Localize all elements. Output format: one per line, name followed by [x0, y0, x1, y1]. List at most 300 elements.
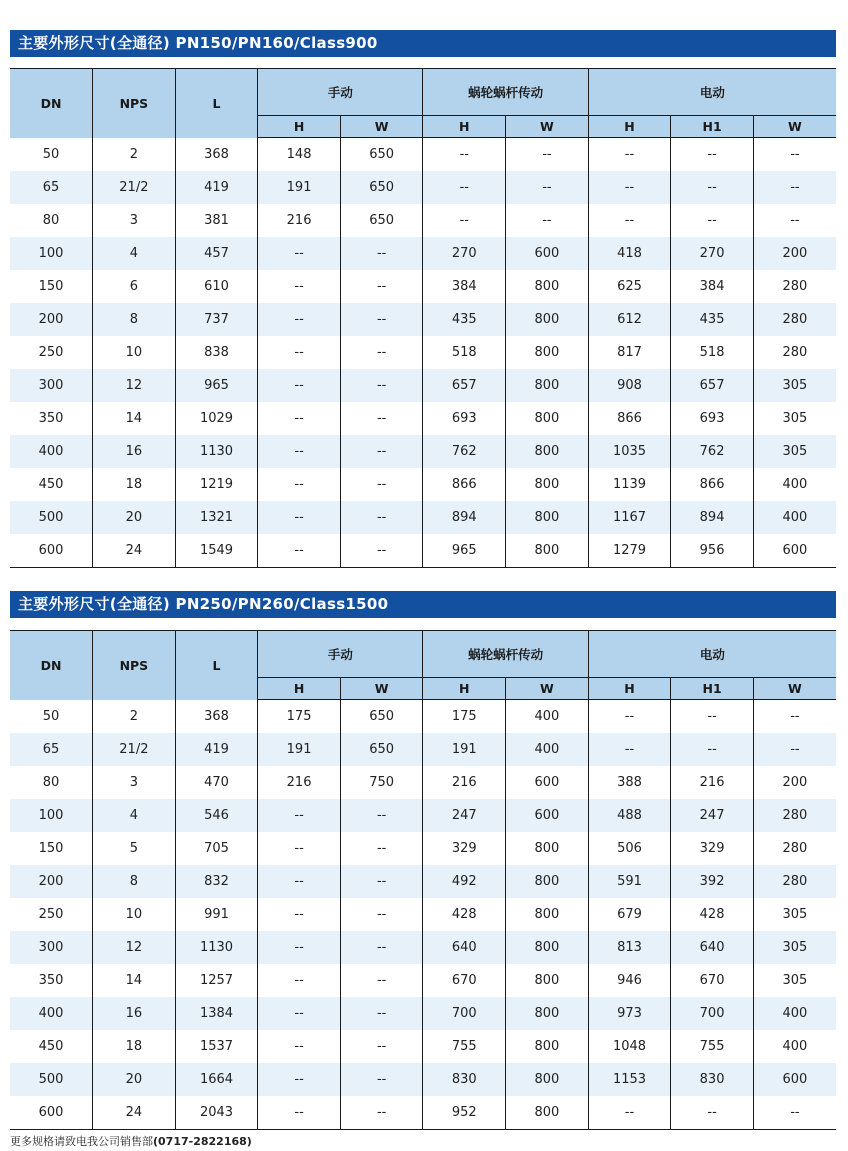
table-row [10, 931, 836, 964]
cell-manual-h: -- [258, 997, 341, 1030]
table-row [10, 369, 836, 402]
cell-worm-w: 400 [506, 733, 589, 766]
table-row [10, 435, 836, 468]
cell-nps: 6 [93, 270, 176, 303]
table-row [10, 171, 836, 204]
cell-electric-h1: 894 [671, 501, 754, 534]
header-group-worm-gear: 蜗轮蜗杆传动 [423, 631, 588, 678]
cell-l: 470 [175, 766, 258, 799]
subheader-manual-w: W [340, 116, 423, 138]
cell-manual-w: 650 [340, 171, 423, 204]
cell-dn: 450 [38, 1039, 64, 1054]
table-row [10, 270, 836, 303]
cell-nps: 24 [93, 534, 176, 568]
cell-l: 965 [175, 369, 258, 402]
cell-worm-w: 800 [506, 832, 589, 865]
cell-worm-w: 800 [506, 931, 589, 964]
table-row [10, 402, 836, 435]
cell-manual-w: 650 [340, 733, 423, 766]
cell-nps: 2 [93, 138, 176, 172]
cell-electric-w: 305 [753, 369, 836, 402]
section-2-title: 主要外形尺寸(全通径) PN250/PN260/Class1500 [10, 591, 836, 618]
cell-electric-h1: 384 [671, 270, 754, 303]
table-row [10, 700, 836, 734]
cell-manual-h: 191 [258, 733, 341, 766]
cell-worm-h: 894 [423, 501, 506, 534]
cell-electric-h1: 755 [671, 1030, 754, 1063]
cell-manual-h: -- [258, 832, 341, 865]
cell-worm-w: 800 [506, 402, 589, 435]
cell-nps: 21/2 [93, 733, 176, 766]
cell-electric-h: 1279 [588, 534, 671, 568]
header-group-electric: 电动 [588, 69, 836, 116]
cell-electric-w: 305 [753, 402, 836, 435]
subheader-worm-h: H [423, 678, 506, 700]
cell-worm-w: 800 [506, 964, 589, 997]
cell-electric-h1: 329 [671, 832, 754, 865]
cell-manual-w: -- [340, 534, 423, 568]
cell-worm-h: 755 [423, 1030, 506, 1063]
cell-manual-w: -- [340, 1063, 423, 1096]
cell-dn: 400 [10, 997, 93, 1030]
cell-electric-h: 1035 [588, 435, 671, 468]
cell-worm-h: 866 [423, 468, 506, 501]
cell-dn: 200 [10, 865, 93, 898]
cell-worm-h: -- [423, 171, 506, 204]
cell-nps: 2 [93, 700, 176, 734]
cell-manual-w: -- [340, 1030, 423, 1063]
cell-nps: 8 [93, 303, 176, 336]
cell-electric-h: 1139 [588, 468, 671, 501]
table-row [10, 336, 836, 369]
cell-l: 1029 [175, 402, 258, 435]
header-dn: DN [10, 631, 93, 700]
cell-worm-h: -- [423, 204, 506, 237]
cell-dn: 200 [10, 303, 93, 336]
cell-worm-w: 600 [506, 237, 589, 270]
cell-manual-w: -- [340, 1096, 423, 1130]
cell-nps: 24 [93, 1096, 176, 1130]
cell-manual-h: 216 [258, 766, 341, 799]
footer-phone: (0717-2822168) [153, 1135, 252, 1148]
cell-manual-h: -- [258, 237, 341, 270]
cell-manual-w: -- [340, 799, 423, 832]
cell-worm-h: 762 [423, 435, 506, 468]
cell-worm-w: -- [506, 171, 589, 204]
cell-electric-h1: 428 [671, 898, 754, 931]
cell-worm-h: 247 [423, 799, 506, 832]
cell-l: 419 [175, 733, 258, 766]
cell-l: 457 [175, 237, 258, 270]
cell-l: 705 [175, 832, 258, 865]
header-l: L [175, 69, 258, 138]
subheader-worm-h: H [423, 116, 506, 138]
cell-electric-w: 200 [753, 237, 836, 270]
cell-worm-w: 800 [506, 369, 589, 402]
cell-worm-h: 952 [423, 1096, 506, 1130]
cell-nps: 14 [93, 402, 176, 435]
cell-nps: 21/2 [93, 171, 176, 204]
subheader-manual-h: H [258, 678, 341, 700]
cell-electric-h: 388 [588, 766, 671, 799]
cell-electric-h1: -- [671, 700, 754, 734]
cell-nps: 16 [93, 435, 176, 468]
cell-electric-w: 600 [753, 534, 836, 568]
table-row [10, 501, 836, 534]
cell-worm-h: 492 [423, 865, 506, 898]
cell-electric-h1: 670 [671, 964, 754, 997]
cell-worm-w: 800 [506, 303, 589, 336]
cell-electric-h: 908 [588, 369, 671, 402]
subheader-manual-w: W [340, 678, 423, 700]
cell-worm-w: 800 [506, 534, 589, 568]
cell-manual-h: 175 [258, 700, 341, 734]
cell-dn: 500 [10, 1063, 93, 1096]
footer-text: 更多规格请致电我公司销售部 [10, 1135, 153, 1148]
cell-nps: 10 [93, 898, 176, 931]
cell-dn: 350 [38, 411, 64, 426]
cell-dn: 400 [10, 435, 93, 468]
subheader-electric-h: H [588, 678, 671, 700]
cell-manual-w: -- [340, 931, 423, 964]
cell-worm-w: 800 [506, 898, 589, 931]
cell-dn: 65 [10, 171, 93, 204]
header-l: L [175, 631, 258, 700]
cell-electric-h1: 518 [671, 336, 754, 369]
cell-electric-w: 280 [753, 303, 836, 336]
cell-manual-w: -- [340, 237, 423, 270]
cell-worm-h: 640 [423, 931, 506, 964]
cell-worm-w: 800 [506, 1063, 589, 1096]
cell-manual-h: -- [258, 1030, 341, 1063]
cell-electric-w: 305 [753, 435, 836, 468]
cell-electric-h1: 956 [671, 534, 754, 568]
cell-electric-h: 1167 [588, 501, 671, 534]
cell-electric-h1: 435 [671, 303, 754, 336]
cell-manual-w: -- [340, 898, 423, 931]
cell-electric-h1: 693 [671, 402, 754, 435]
cell-manual-h: -- [258, 435, 341, 468]
cell-electric-h: 1048 [588, 1030, 671, 1063]
cell-nps: 20 [93, 1063, 176, 1096]
cell-electric-w: 200 [753, 766, 836, 799]
cell-l: 1664 [175, 1063, 258, 1096]
cell-manual-h: -- [258, 931, 341, 964]
cell-nps: 4 [93, 237, 176, 270]
cell-l: 1130 [175, 931, 258, 964]
cell-worm-w: -- [506, 204, 589, 237]
cell-manual-h: -- [258, 865, 341, 898]
table-row [10, 303, 836, 336]
cell-worm-h: 216 [423, 766, 506, 799]
cell-worm-h: 175 [423, 700, 506, 734]
cell-manual-h: 216 [258, 204, 341, 237]
cell-manual-h: -- [258, 1063, 341, 1096]
table-row [10, 799, 836, 832]
cell-manual-w: 650 [340, 138, 423, 172]
cell-l: 1384 [175, 997, 258, 1030]
cell-manual-h: -- [258, 402, 341, 435]
cell-dn: 150 [38, 841, 64, 856]
cell-manual-w: -- [340, 402, 423, 435]
subheader-worm-w: W [506, 116, 589, 138]
cell-manual-h: -- [258, 369, 341, 402]
cell-worm-h: 270 [423, 237, 506, 270]
cell-worm-h: 384 [423, 270, 506, 303]
cell-electric-h: 625 [588, 270, 671, 303]
subheader-manual-h: H [258, 116, 341, 138]
cell-nps: 18 [93, 1030, 176, 1063]
cell-dn: 300 [10, 931, 93, 964]
cell-electric-h: 973 [588, 997, 671, 1030]
cell-electric-h1: 866 [671, 468, 754, 501]
table-row [10, 534, 836, 568]
cell-manual-w: 650 [340, 204, 423, 237]
spec-table-class1500 [10, 630, 836, 1130]
cell-manual-h: -- [258, 336, 341, 369]
cell-manual-h: -- [258, 964, 341, 997]
header-group-electric: 电动 [588, 631, 836, 678]
subheader-electric-w: W [753, 678, 836, 700]
cell-l: 368 [175, 138, 258, 172]
cell-electric-w: -- [753, 733, 836, 766]
cell-l: 737 [175, 303, 258, 336]
cell-electric-h1: 700 [671, 997, 754, 1030]
cell-nps: 12 [93, 369, 176, 402]
cell-worm-w: 600 [506, 799, 589, 832]
cell-electric-h: 1153 [588, 1063, 671, 1096]
cell-l: 419 [175, 171, 258, 204]
cell-manual-h: -- [258, 303, 341, 336]
header-dn: DN [10, 69, 93, 138]
cell-electric-w: 280 [753, 270, 836, 303]
cell-l: 1257 [175, 964, 258, 997]
cell-manual-w: -- [340, 468, 423, 501]
cell-l: 991 [175, 898, 258, 931]
cell-l: 1219 [175, 468, 258, 501]
cell-manual-h: -- [258, 501, 341, 534]
table-row [10, 997, 836, 1030]
cell-electric-h: 866 [588, 402, 671, 435]
cell-nps: 16 [93, 997, 176, 1030]
cell-manual-w: -- [340, 435, 423, 468]
table-row [10, 865, 836, 898]
cell-electric-w: 280 [753, 799, 836, 832]
cell-electric-h1: -- [671, 204, 754, 237]
cell-manual-w: 650 [340, 700, 423, 734]
cell-l: 1537 [175, 1030, 258, 1063]
cell-nps: 8 [93, 865, 176, 898]
cell-electric-h1: 762 [671, 435, 754, 468]
subheader-worm-w: W [506, 678, 589, 700]
cell-manual-w: -- [340, 832, 423, 865]
cell-nps: 10 [93, 336, 176, 369]
cell-electric-h1: 270 [671, 237, 754, 270]
subheader-electric-h: H [588, 116, 671, 138]
table-row [10, 964, 836, 997]
cell-electric-h: -- [588, 204, 671, 237]
cell-manual-w: -- [340, 270, 423, 303]
cell-worm-w: 800 [506, 501, 589, 534]
cell-l: 832 [175, 865, 258, 898]
cell-dn: 450 [38, 477, 64, 492]
cell-electric-h1: -- [671, 1096, 754, 1130]
cell-electric-w: -- [753, 204, 836, 237]
cell-l: 368 [175, 700, 258, 734]
cell-electric-w: 305 [753, 931, 836, 964]
table-row [10, 1063, 836, 1096]
cell-electric-w: -- [753, 138, 836, 172]
header-group-manual: 手动 [258, 631, 423, 678]
table-row [10, 832, 836, 865]
table-row [10, 898, 836, 931]
cell-nps: 3 [93, 766, 176, 799]
cell-dn: 350 [38, 973, 64, 988]
cell-l: 838 [175, 336, 258, 369]
cell-electric-h: 418 [588, 237, 671, 270]
cell-l: 1130 [175, 435, 258, 468]
table-row [10, 204, 836, 237]
subheader-electric-w: W [753, 116, 836, 138]
cell-electric-h: 506 [588, 832, 671, 865]
cell-worm-w: 800 [506, 336, 589, 369]
cell-nps: 12 [93, 931, 176, 964]
cell-dn: 250 [38, 345, 64, 360]
cell-manual-h: 148 [258, 138, 341, 172]
cell-manual-h: -- [258, 1096, 341, 1130]
table-row [10, 468, 836, 501]
cell-electric-h1: 657 [671, 369, 754, 402]
cell-worm-w: 800 [506, 468, 589, 501]
cell-electric-h1: 830 [671, 1063, 754, 1096]
cell-l: 1549 [175, 534, 258, 568]
cell-nps: 18 [93, 468, 176, 501]
cell-dn: 150 [38, 279, 64, 294]
cell-l: 2043 [175, 1096, 258, 1130]
cell-electric-w: 600 [753, 1063, 836, 1096]
header-nps: NPS [93, 631, 176, 700]
cell-electric-h: 488 [588, 799, 671, 832]
cell-electric-w: -- [753, 171, 836, 204]
table-row [10, 1096, 836, 1130]
cell-electric-w: 400 [753, 997, 836, 1030]
cell-electric-w: -- [753, 1096, 836, 1130]
cell-dn: 300 [10, 369, 93, 402]
cell-dn: 500 [10, 501, 93, 534]
cell-electric-h1: -- [671, 138, 754, 172]
cell-worm-h: 830 [423, 1063, 506, 1096]
table-row [10, 138, 836, 172]
cell-electric-h: -- [588, 1096, 671, 1130]
cell-worm-h: 435 [423, 303, 506, 336]
cell-dn: 80 [42, 775, 60, 790]
subheader-electric-h1: H1 [671, 678, 754, 700]
cell-electric-w: -- [753, 700, 836, 734]
cell-manual-w: -- [340, 501, 423, 534]
cell-electric-w: 400 [753, 468, 836, 501]
cell-worm-h: 191 [423, 733, 506, 766]
cell-worm-h: 965 [423, 534, 506, 568]
cell-electric-h: 813 [588, 931, 671, 964]
cell-electric-w: 305 [753, 898, 836, 931]
cell-dn: 100 [10, 237, 93, 270]
cell-manual-w: -- [340, 865, 423, 898]
cell-electric-h: 817 [588, 336, 671, 369]
cell-worm-h: 518 [423, 336, 506, 369]
header-group-manual: 手动 [258, 69, 423, 116]
cell-electric-h: 612 [588, 303, 671, 336]
table-body [10, 138, 836, 568]
cell-dn: 600 [10, 534, 93, 568]
cell-worm-w: 800 [506, 1096, 589, 1130]
table-row [10, 1030, 836, 1063]
cell-nps: 4 [93, 799, 176, 832]
cell-electric-h1: -- [671, 171, 754, 204]
cell-worm-w: 800 [506, 1030, 589, 1063]
cell-l: 610 [175, 270, 258, 303]
footer-note [10, 1133, 252, 1149]
cell-manual-w: 750 [340, 766, 423, 799]
cell-electric-h: 679 [588, 898, 671, 931]
header-group-worm-gear: 蜗轮蜗杆传动 [423, 69, 588, 116]
cell-electric-w: 280 [753, 865, 836, 898]
cell-electric-h: -- [588, 733, 671, 766]
table-row [10, 237, 836, 270]
cell-electric-w: 400 [753, 501, 836, 534]
cell-manual-h: -- [258, 898, 341, 931]
cell-manual-w: -- [340, 336, 423, 369]
cell-manual-h: -- [258, 468, 341, 501]
cell-electric-h: -- [588, 171, 671, 204]
cell-manual-w: -- [340, 303, 423, 336]
spec-table-class900 [10, 68, 836, 568]
cell-electric-h: 591 [588, 865, 671, 898]
cell-manual-w: -- [340, 964, 423, 997]
cell-l: 546 [175, 799, 258, 832]
table-row [10, 766, 836, 799]
cell-worm-h: 700 [423, 997, 506, 1030]
cell-electric-h: 946 [588, 964, 671, 997]
header-nps: NPS [93, 69, 176, 138]
cell-dn: 65 [10, 733, 93, 766]
cell-nps: 5 [93, 832, 176, 865]
cell-electric-w: 280 [753, 832, 836, 865]
cell-worm-h: -- [423, 138, 506, 172]
cell-worm-h: 657 [423, 369, 506, 402]
cell-worm-w: 400 [506, 700, 589, 734]
cell-manual-h: -- [258, 799, 341, 832]
cell-worm-h: 693 [423, 402, 506, 435]
cell-l: 381 [175, 204, 258, 237]
cell-worm-w: 800 [506, 435, 589, 468]
cell-dn: 80 [42, 213, 60, 228]
cell-electric-h: -- [588, 700, 671, 734]
cell-nps: 20 [93, 501, 176, 534]
cell-dn: 50 [42, 708, 60, 724]
cell-electric-h: -- [588, 138, 671, 172]
cell-dn: 600 [10, 1096, 93, 1130]
cell-dn: 100 [10, 799, 93, 832]
cell-l: 1321 [175, 501, 258, 534]
cell-manual-w: -- [340, 369, 423, 402]
cell-nps: 3 [93, 204, 176, 237]
cell-electric-w: 400 [753, 1030, 836, 1063]
table-body [10, 700, 836, 1130]
section-1-title: 主要外形尺寸(全通径) PN150/PN160/Class900 [10, 30, 836, 57]
cell-manual-h: -- [258, 270, 341, 303]
cell-electric-h1: 216 [671, 766, 754, 799]
cell-electric-h1: 392 [671, 865, 754, 898]
